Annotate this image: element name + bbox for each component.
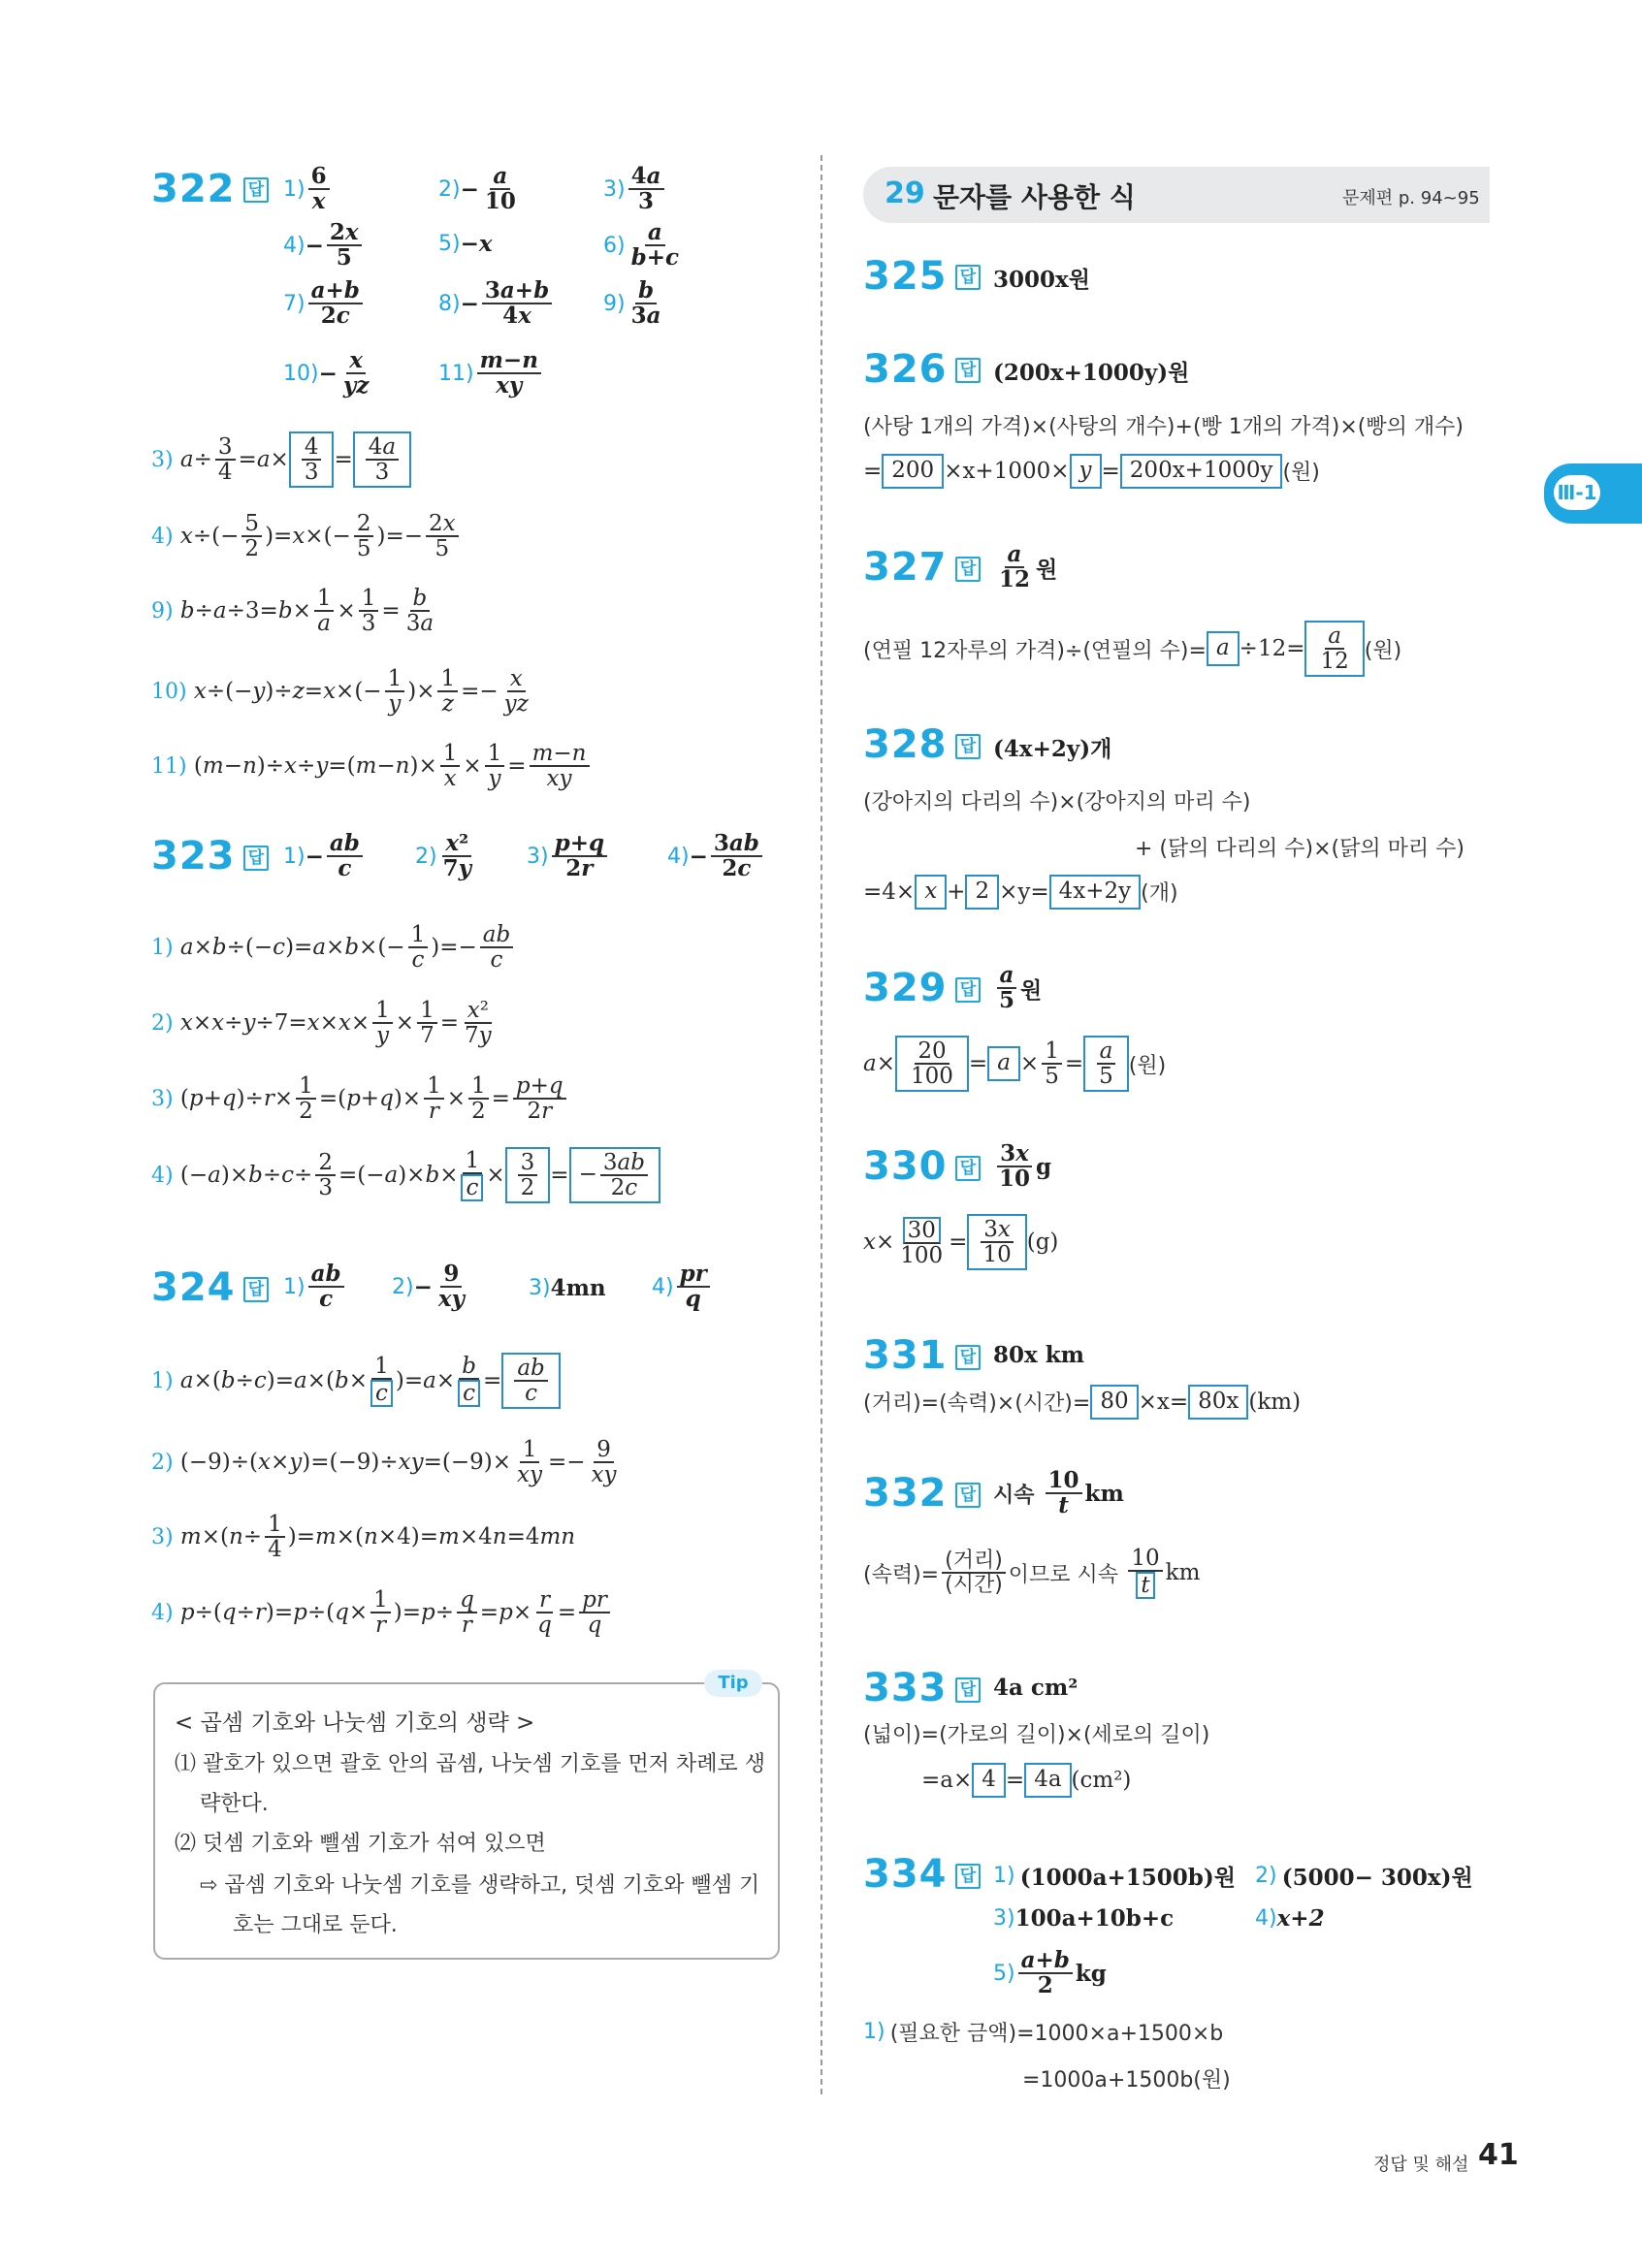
- tip-line: ⑵ 덧셈 기호와 뺄셈 기호가 섞여 있으면: [175, 1832, 546, 1856]
- solution-label: 9): [151, 598, 174, 623]
- explanation: (넓이)=(가로의 길이)×(세로의 길이): [863, 1723, 1210, 1747]
- item-label: 1): [283, 1274, 306, 1299]
- answer-value: 3000x원: [993, 267, 1090, 293]
- item-label: 7): [283, 291, 306, 316]
- item-label: 2): [415, 844, 437, 869]
- unit: (g): [1026, 1230, 1059, 1256]
- solution-label: 3): [151, 447, 174, 472]
- problem-number: 322: [151, 167, 236, 211]
- answer-value: 80x km: [993, 1342, 1084, 1368]
- answer-badge: 답: [955, 734, 981, 759]
- answer-badge: 답: [955, 265, 981, 290]
- expr-text: =4×: [863, 878, 916, 905]
- unit: km: [1165, 1560, 1201, 1586]
- answer-value: (4x+2y)개: [993, 736, 1112, 762]
- answer-badge: 답: [955, 1345, 981, 1370]
- answer-box: 200x+1000y: [1120, 454, 1283, 489]
- item-label: 5): [993, 1961, 1015, 1986]
- item-label: 2): [392, 1274, 414, 1299]
- problem-number: 333: [863, 1666, 948, 1710]
- problem-number: 327: [863, 545, 948, 590]
- item-label: 3): [529, 1276, 551, 1300]
- solution-label: 1): [151, 935, 174, 960]
- expr-text: ×y=: [999, 878, 1049, 905]
- tip-line: 략한다.: [200, 1792, 269, 1816]
- answer-box: 2: [965, 875, 999, 910]
- answer-value: −x: [460, 231, 493, 257]
- problem-number: 329: [863, 966, 948, 1010]
- unit: km: [1084, 1480, 1124, 1507]
- item-label: 1): [993, 1864, 1015, 1888]
- answer-badge: 답: [955, 358, 981, 383]
- unit: (원): [1128, 1053, 1167, 1078]
- answer-box: 80x: [1188, 1385, 1248, 1420]
- answer-value: 4mn: [550, 1275, 606, 1301]
- problem-number: 330: [863, 1144, 948, 1189]
- explanation: 이므로 시속: [1008, 1562, 1119, 1587]
- unit: 원: [1036, 556, 1058, 583]
- answer-badge: 답: [955, 1483, 981, 1508]
- explanation: (사탕 1개의 가격)×(사탕의 개수)+(빵 1개의 가격)×(빵의 개수): [863, 415, 1464, 439]
- solution-label: 1): [863, 2020, 885, 2044]
- footer-label: 정답 및 해설: [1373, 2155, 1469, 2175]
- item-label: 4): [283, 233, 306, 258]
- explanation: + (닭의 다리의 수)×(닭의 마리 수): [1135, 837, 1465, 861]
- solution-label: 2): [151, 1450, 174, 1475]
- answer-value: x+2: [1276, 1905, 1325, 1932]
- item-label: 4): [667, 844, 690, 869]
- item-label: 3): [527, 844, 549, 869]
- chapter-tab-label: Ⅲ-1: [1554, 475, 1600, 510]
- problem-number: 323: [151, 834, 236, 878]
- unit: (개): [1141, 881, 1178, 907]
- solution-label: 3): [151, 1086, 174, 1111]
- solution-label: 4): [151, 1163, 174, 1188]
- answer-value: 4a cm²: [993, 1675, 1079, 1701]
- section-number: 29: [885, 176, 925, 210]
- solution-label: 10): [151, 679, 187, 704]
- item-label: 9): [603, 291, 626, 316]
- item-label: 10): [283, 361, 319, 386]
- expr-text: ×x=: [1138, 1389, 1189, 1415]
- expr-text: ÷12=: [1239, 636, 1305, 662]
- answer-badge: 답: [955, 557, 981, 582]
- problem-number: 332: [863, 1471, 948, 1516]
- answer-badge: 답: [243, 846, 269, 871]
- item-label: 11): [438, 361, 474, 386]
- unit: (원): [1364, 638, 1402, 663]
- fraction-denominator: (시간): [945, 1573, 1003, 1598]
- item-label: 6): [603, 233, 626, 258]
- section-title: 문자를 사용한 식: [933, 181, 1136, 213]
- answer-box: a: [1207, 631, 1240, 666]
- solution-label: 2): [151, 1010, 174, 1036]
- answer-box: 4: [972, 1763, 1006, 1798]
- explanation: =1000a+1500b(원): [1022, 2068, 1231, 2092]
- answer-badge: 답: [955, 1156, 981, 1181]
- expr-text: ×x+1000×: [944, 458, 1070, 484]
- solution-label: 11): [151, 753, 187, 779]
- answer-value: (1000a+1500b)원: [1019, 1865, 1236, 1891]
- answer-value: (5000− 300x)원: [1281, 1865, 1473, 1891]
- problem-number: 326: [863, 347, 948, 392]
- item-label: 2): [438, 176, 461, 202]
- problem-number: 334: [863, 1852, 948, 1897]
- item-label: 3): [993, 1906, 1015, 1931]
- explanation: (필요한 금액)=1000×a+1500×b: [889, 2022, 1224, 2046]
- page-reference: 문제편 p. 94~95: [1342, 188, 1480, 208]
- item-label: 4): [1255, 1906, 1277, 1931]
- chapter-tab: [1544, 463, 1642, 524]
- solution-label: 1): [151, 1368, 174, 1393]
- tip-tag: Tip: [704, 1670, 762, 1697]
- unit: (cm²): [1071, 1767, 1132, 1793]
- answer-box: 4x+2y: [1049, 875, 1142, 910]
- solution-label: 3): [151, 1524, 174, 1549]
- tip-line: 호는 그대로 둔다.: [233, 1913, 398, 1937]
- unit: kg: [1075, 1960, 1107, 1987]
- explanation: (거리)=(속력)×(시간)=: [863, 1391, 1091, 1417]
- problem-number: 324: [151, 1265, 236, 1310]
- explanation: (속력)=: [863, 1562, 940, 1587]
- item-label: 1): [283, 176, 306, 202]
- item-label: 1): [283, 844, 306, 869]
- item-label: 3): [603, 176, 626, 202]
- answer-value: (200x+1000y)원: [993, 360, 1190, 386]
- item-label: 2): [1255, 1864, 1277, 1888]
- answer-badge: 답: [955, 1864, 981, 1889]
- problem-number: 325: [863, 254, 948, 299]
- page-number: 41: [1478, 2138, 1519, 2172]
- explanation: (연필 12자루의 가격)÷(연필의 수)=: [863, 638, 1207, 663]
- item-label: 4): [652, 1274, 674, 1299]
- unit: (원): [1282, 461, 1320, 486]
- answer-value: 100a+10b+c: [1014, 1905, 1175, 1932]
- answer-badge: 답: [955, 977, 981, 1003]
- answer-box: x: [915, 875, 947, 910]
- unit: g: [1036, 1153, 1052, 1180]
- problem-number: 331: [863, 1333, 948, 1378]
- prefix: 시속: [993, 1483, 1035, 1508]
- tip-title: < 곱셈 기호와 나눗셈 기호의 생략 >: [175, 1710, 535, 1736]
- answer-badge: 답: [243, 1277, 269, 1302]
- problem-number: 328: [863, 722, 948, 767]
- answer-box: 4a: [1024, 1763, 1071, 1798]
- answer-badge: 답: [243, 177, 269, 203]
- item-label: 5): [438, 232, 461, 256]
- unit: (km): [1248, 1389, 1302, 1415]
- tip-line: ⇨ 곱셈 기호와 나눗셈 기호를 생략하고, 덧셈 기호와 뺄셈 기: [200, 1873, 760, 1898]
- answer-box: 200: [882, 454, 944, 489]
- item-label: 8): [438, 291, 461, 316]
- fraction-numerator: (거리): [942, 1549, 1006, 1574]
- unit: 원: [1020, 976, 1043, 1004]
- answer-badge: 답: [955, 1677, 981, 1703]
- answer-box: y: [1070, 454, 1102, 489]
- tip-line: ⑴ 괄호가 있으면 괄호 안의 곱셈, 나눗셈 기호를 먼저 차례로 생: [175, 1752, 765, 1776]
- solution-label: 4): [151, 524, 174, 549]
- solution-label: 4): [151, 1600, 174, 1625]
- expr-text: =a×: [921, 1767, 973, 1793]
- answer-box: 80: [1090, 1385, 1138, 1420]
- explanation: (강아지의 다리의 수)×(강아지의 마리 수): [863, 790, 1251, 815]
- column-divider: [821, 155, 822, 2094]
